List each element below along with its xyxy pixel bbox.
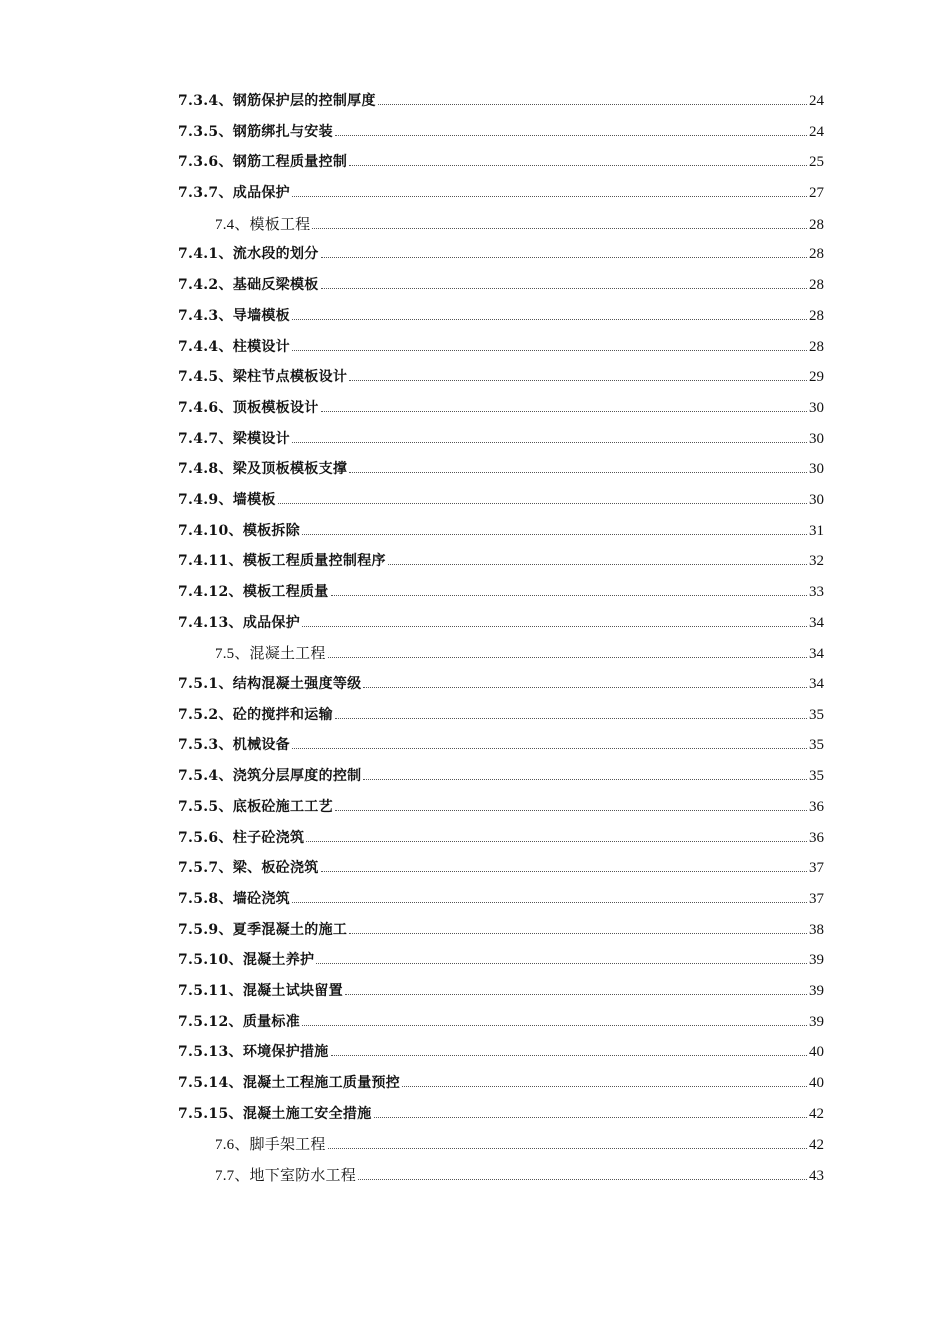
toc-entry-link[interactable] [178, 949, 824, 969]
toc-entry-link[interactable] [215, 642, 824, 662]
dot-leader [349, 379, 807, 381]
toc-page-number: 34 [809, 614, 824, 631]
toc-row[interactable] [0, 452, 950, 483]
toc-entry-link[interactable] [178, 734, 824, 754]
toc-page-number: 30 [809, 461, 824, 478]
dot-leader [312, 227, 807, 229]
toc-entry-link[interactable] [178, 1072, 824, 1092]
toc-entry-link[interactable] [178, 1011, 824, 1031]
dot-leader [316, 962, 807, 964]
dot-leader [363, 778, 807, 780]
toc-row[interactable] [0, 207, 950, 238]
toc-entry-title: 7.4.3、导墙模板 [178, 307, 290, 324]
toc-entry-link[interactable] [178, 243, 824, 263]
toc-entry-title: 7.5.5、底板砼施工工艺 [178, 798, 333, 815]
toc-entry-title: 7.4.2、基础反梁模板 [178, 277, 319, 294]
toc-row[interactable] [0, 483, 950, 514]
dot-leader [331, 594, 807, 596]
toc-page-number: 24 [809, 93, 824, 109]
dot-leader [292, 195, 807, 197]
toc-row[interactable] [0, 1158, 950, 1189]
toc-entry-title: 7.3.6、钢筋工程质量控制 [178, 154, 348, 171]
toc-entry-title: 7.5.12、质量标准 [178, 1013, 301, 1030]
toc-page-number: 30 [809, 491, 824, 508]
dot-leader [349, 932, 807, 934]
toc-entry-link[interactable] [215, 1133, 824, 1153]
toc-entry-link[interactable] [178, 336, 824, 356]
toc-row[interactable] [0, 882, 950, 913]
toc-entry-title: 7.5.4、浇筑分层厚度的控制 [178, 768, 362, 785]
toc-row[interactable] [0, 1066, 950, 1097]
toc-entry-link[interactable] [178, 704, 824, 724]
toc-entry-title: 7.7、地下室防水工程 [215, 1168, 356, 1185]
dot-leader [402, 1085, 807, 1087]
toc-entry-link[interactable] [178, 765, 824, 785]
toc-entry-title: 7.5.10、混凝土养护 [178, 952, 315, 969]
toc-row[interactable] [0, 728, 950, 759]
toc-entry-title: 7.5.13、环境保护措施 [178, 1044, 329, 1061]
toc-page-number: 30 [809, 430, 824, 447]
toc-entry-link[interactable] [178, 612, 824, 632]
toc-entry-title: 7.5.8、墙砼浇筑 [178, 890, 290, 907]
toc-row[interactable] [0, 943, 950, 974]
toc-page-number: 39 [809, 1013, 824, 1030]
toc-entry-link[interactable] [178, 550, 824, 570]
toc-entry-title: 7.4.10、模板拆除 [178, 522, 301, 539]
toc-row[interactable] [0, 821, 950, 852]
toc-page-number: 35 [809, 706, 824, 723]
toc-row[interactable] [0, 1005, 950, 1036]
toc-entry-link[interactable] [178, 458, 824, 478]
toc-entry-title: 7.3.4、钢筋保护层的控制厚度 [178, 93, 376, 109]
toc-row[interactable] [0, 851, 950, 882]
toc-row[interactable] [0, 575, 950, 606]
toc-page-number: 28 [809, 307, 824, 324]
toc-entry-title: 7.5.9、夏季混凝土的施工 [178, 921, 348, 938]
toc-entry-link[interactable] [178, 1041, 824, 1061]
toc-row[interactable] [0, 636, 950, 667]
toc-row[interactable] [0, 606, 950, 637]
toc-entry-link[interactable] [178, 397, 824, 417]
toc-entry-title: 7.5.6、柱子砼浇筑 [178, 829, 305, 846]
toc-row[interactable] [0, 391, 950, 422]
dot-leader [358, 1178, 807, 1180]
toc-row[interactable] [0, 145, 950, 176]
toc-entry-title: 7.6、脚手架工程 [215, 1137, 326, 1154]
toc-entry-title: 7.4.1、流水段的划分 [178, 246, 319, 263]
dot-leader [302, 625, 807, 627]
toc-row[interactable] [0, 268, 950, 299]
toc-row[interactable] [0, 237, 950, 268]
toc-page-number: 24 [809, 123, 824, 140]
toc-entry-link[interactable] [178, 581, 824, 601]
toc-page-number: 25 [809, 154, 824, 171]
dot-leader [292, 318, 807, 320]
dot-leader [331, 1054, 807, 1056]
dot-leader [292, 349, 807, 351]
toc-row[interactable] [0, 667, 950, 698]
toc-entry-link[interactable] [178, 980, 824, 1000]
toc-entry-link[interactable] [178, 919, 824, 939]
toc-entry-link[interactable] [178, 520, 824, 540]
toc-entry-link[interactable] [178, 90, 824, 110]
toc-row[interactable] [0, 115, 950, 146]
toc-entry-link[interactable] [178, 827, 824, 847]
toc-entry-title: 7.4.6、顶板模板设计 [178, 399, 319, 416]
dot-leader [335, 717, 807, 719]
dot-leader [328, 1147, 807, 1149]
toc-entry-title: 7.5.1、结构混凝土强度等级 [178, 676, 362, 693]
toc-row[interactable] [0, 698, 950, 729]
toc-page-number: 39 [809, 952, 824, 969]
dot-leader [278, 502, 807, 504]
toc-entry-link[interactable] [178, 151, 824, 171]
toc-entry-title: 7.5.15、混凝土施工安全措施 [178, 1105, 372, 1122]
dot-leader [335, 134, 807, 136]
dot-leader [374, 1116, 807, 1118]
toc-entry-link[interactable] [178, 857, 824, 877]
toc-entry-link[interactable] [215, 1164, 824, 1184]
toc-entry-link[interactable] [178, 796, 824, 816]
toc-entry-title: 7.4.5、梁柱节点模板设计 [178, 369, 348, 386]
toc-entry-title: 7.4.12、模板工程质量 [178, 584, 329, 600]
toc-entry-title: 7.4.11、模板工程质量控制程序 [178, 553, 386, 570]
toc-entry-link[interactable] [215, 213, 824, 233]
toc-page-number: 37 [809, 890, 824, 907]
toc-entry-link[interactable] [178, 305, 824, 325]
dot-leader [335, 809, 807, 811]
toc-page-number: 40 [809, 1075, 824, 1091]
toc-row[interactable] [0, 759, 950, 790]
dot-leader [292, 901, 807, 903]
dot-leader [302, 533, 807, 535]
toc-row[interactable] [0, 974, 950, 1005]
toc-page-number: 28 [809, 338, 824, 355]
dot-leader [321, 287, 807, 289]
toc-row[interactable] [0, 514, 950, 545]
dot-leader [292, 747, 807, 749]
toc-entry-title: 7.5.11、混凝土试块留置 [178, 982, 343, 999]
toc-entry-link[interactable] [178, 1103, 824, 1123]
toc-page-number: 31 [809, 522, 824, 539]
dot-leader [349, 471, 807, 473]
dot-leader [388, 563, 807, 565]
toc-row[interactable] [0, 176, 950, 207]
toc-entry-title: 7.5.2、砼的搅拌和运输 [178, 706, 333, 723]
dot-leader [349, 164, 807, 166]
toc-row[interactable] [0, 1127, 950, 1158]
toc-page-number: 28 [809, 246, 824, 263]
toc-row[interactable] [0, 913, 950, 944]
toc-entry-title: 7.3.5、钢筋绑扎与安装 [178, 123, 333, 140]
dot-leader [363, 686, 807, 688]
toc-row[interactable] [0, 360, 950, 391]
toc-entry-link[interactable] [178, 489, 824, 509]
toc-entry-title: 7.5.14、混凝土工程施工质量预控 [178, 1075, 401, 1091]
dot-leader [328, 656, 807, 658]
toc-entry-link[interactable] [178, 182, 824, 202]
toc-page-number: 33 [809, 584, 824, 600]
toc-page-number: 28 [809, 277, 824, 294]
dot-leader [292, 441, 807, 443]
toc-page-number: 32 [809, 553, 824, 570]
toc-row[interactable] [0, 544, 950, 575]
toc-entry-title: 7.4、模板工程 [215, 216, 311, 233]
toc-entry-title: 7.5、混凝土工程 [215, 646, 326, 663]
toc-page-number: 38 [809, 921, 824, 938]
dot-leader [306, 840, 807, 842]
toc-entry-link[interactable] [178, 366, 824, 386]
dot-leader [321, 256, 807, 258]
toc-page-number: 37 [809, 860, 824, 877]
toc-page-number: 43 [809, 1168, 824, 1185]
toc-page-number: 39 [809, 982, 824, 999]
toc-entry-link[interactable] [178, 274, 824, 294]
dot-leader [302, 1024, 807, 1026]
toc-entry-title: 7.4.9、墙模板 [178, 491, 276, 508]
toc-page-number: 28 [809, 216, 824, 233]
toc-page-number: 29 [809, 369, 824, 386]
toc-page-number: 36 [809, 798, 824, 815]
dot-leader [345, 993, 807, 995]
toc-entry-title: 7.5.7、梁、板砼浇筑 [178, 860, 319, 877]
toc-page-number: 27 [809, 185, 824, 202]
toc-entry-link[interactable] [178, 121, 824, 141]
toc-page-number: 36 [809, 829, 824, 846]
table-of-contents [0, 84, 950, 1189]
dot-leader [321, 410, 807, 412]
toc-page-number: 30 [809, 399, 824, 416]
toc-entry-title: 7.4.4、柱模设计 [178, 338, 290, 355]
toc-page-number: 35 [809, 737, 824, 754]
toc-row[interactable] [0, 299, 950, 330]
toc-entry-link[interactable] [178, 673, 824, 693]
toc-row[interactable] [0, 1035, 950, 1066]
toc-entry-title: 7.5.3、机械设备 [178, 737, 290, 754]
toc-page-number: 35 [809, 768, 824, 785]
toc-entry-title: 7.4.8、梁及顶板模板支撑 [178, 461, 348, 478]
toc-row[interactable] [0, 330, 950, 361]
dot-leader [321, 870, 807, 872]
toc-row[interactable] [0, 84, 950, 115]
toc-row[interactable] [0, 1097, 950, 1128]
toc-page-number: 40 [809, 1044, 824, 1061]
dot-leader [378, 103, 807, 105]
toc-entry-title: 7.3.7、成品保护 [178, 185, 290, 202]
toc-page-number: 34 [809, 676, 824, 693]
toc-entry-link[interactable] [178, 428, 824, 448]
toc-page-number: 42 [809, 1105, 824, 1122]
toc-entry-title: 7.4.13、成品保护 [178, 614, 301, 631]
toc-row[interactable] [0, 422, 950, 453]
toc-row[interactable] [0, 790, 950, 821]
toc-page-number: 42 [809, 1137, 824, 1154]
toc-entry-title: 7.4.7、梁模设计 [178, 430, 290, 447]
toc-page-number: 34 [809, 646, 824, 663]
toc-entry-link[interactable] [178, 888, 824, 908]
